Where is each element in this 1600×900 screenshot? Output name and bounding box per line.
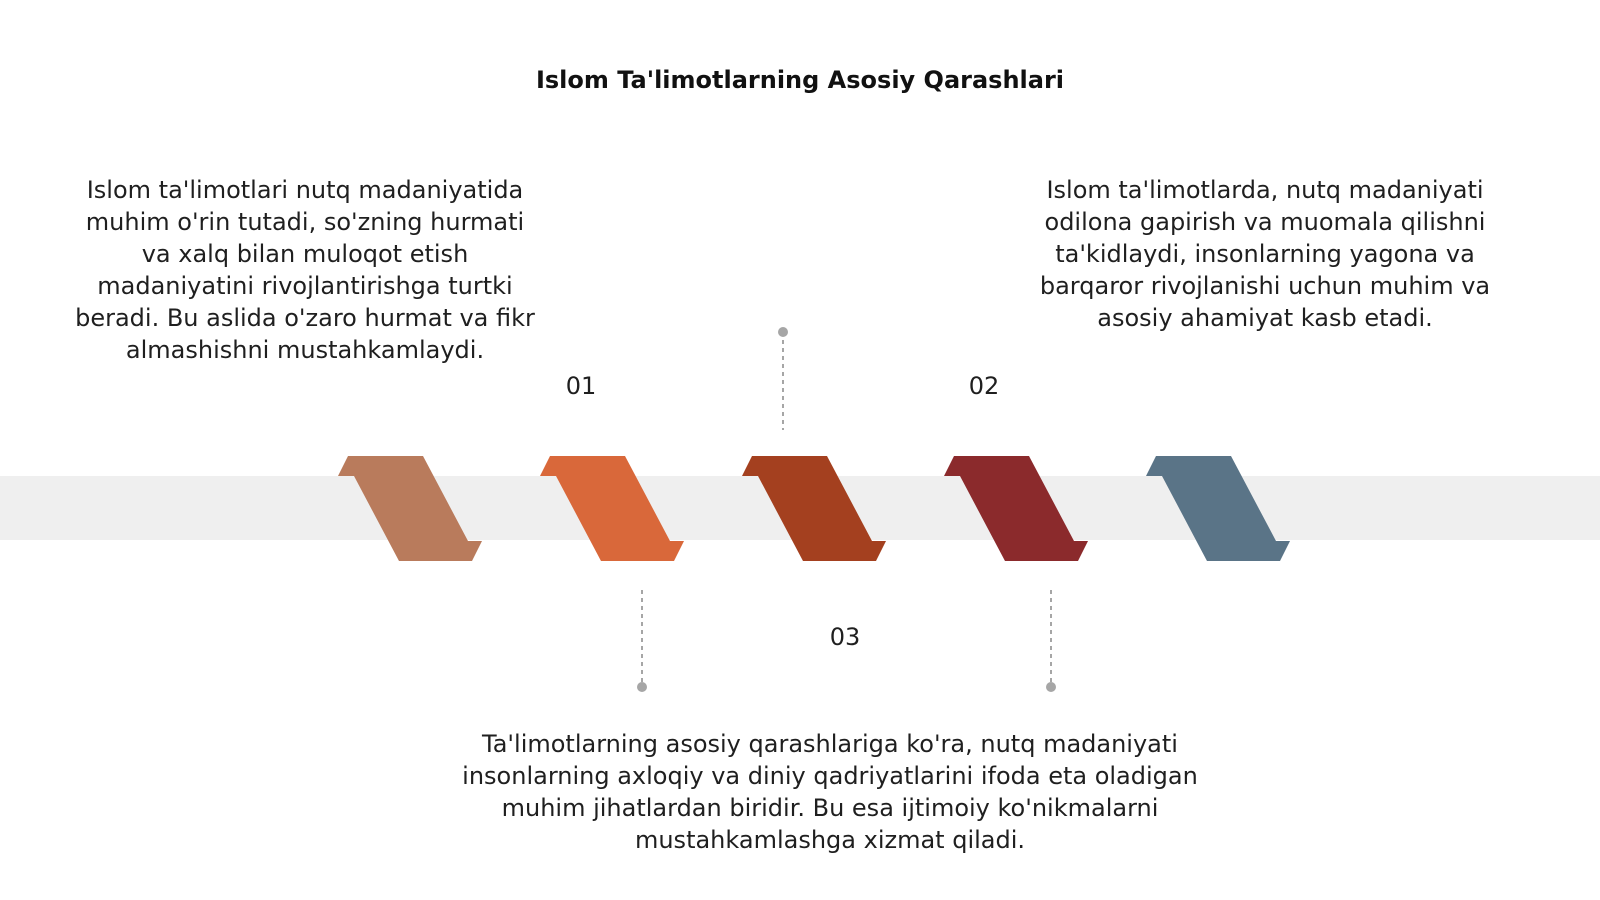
- chevron-2: [540, 456, 684, 561]
- step-3-description: Ta'limotlarning asosiy qarashlariga ko'ra, nutq madaniyati insonlarning axloqiy va diniy qadriyatlarini ifoda eta oladigan muhim jihatlardan biridir. Bu esa ijtimoiy ko'nikmalarni mustahkamlashga xizmat qiladi.: [462, 730, 1198, 854]
- chevron-1-shape: [338, 456, 482, 561]
- page-title: Islom Ta'limotlarning Asosiy Qarashlari: [535, 66, 1065, 94]
- chevron-3-shape: [742, 456, 886, 561]
- connector-bottom-right-dot: [1046, 682, 1056, 692]
- step-1-description: Islom ta'limotlari nutq madaniyatida muhim o'rin tutadi, so'zning hurmati va xalq bilan muloqot etish madaniyatini rivojlantirishga turtki beradi. Bu aslida o'zaro hurmat va fikr almashishni mustahkamlaydi.: [75, 176, 535, 364]
- chevron-5-shape: [1146, 456, 1290, 561]
- connector-bottom-left-dot: [637, 682, 647, 692]
- step-3-number: 03: [829, 623, 861, 651]
- chevron-4: [944, 456, 1088, 561]
- connector-bottom-right: [1046, 590, 1056, 692]
- chevron-3: [742, 456, 886, 561]
- chevron-2-shape: [540, 456, 684, 561]
- step-2-number: 02: [968, 372, 1000, 400]
- connector-top-dot: [778, 327, 788, 337]
- step-1-number: 01: [565, 372, 597, 400]
- connector-top: [778, 327, 788, 430]
- connector-bottom-left: [637, 590, 647, 692]
- step-2-description: Islom ta'limotlarda, nutq madaniyati odilona gapirish va muomala qilishni ta'kidlaydi, insonlarning yagona va barqaror rivojlanishi uchun muhim va asosiy ahamiyat kasb etadi.: [1039, 176, 1491, 332]
- chevron-4-shape: [944, 456, 1088, 561]
- chevron-1: [338, 456, 482, 561]
- chevron-5: [1146, 456, 1290, 561]
